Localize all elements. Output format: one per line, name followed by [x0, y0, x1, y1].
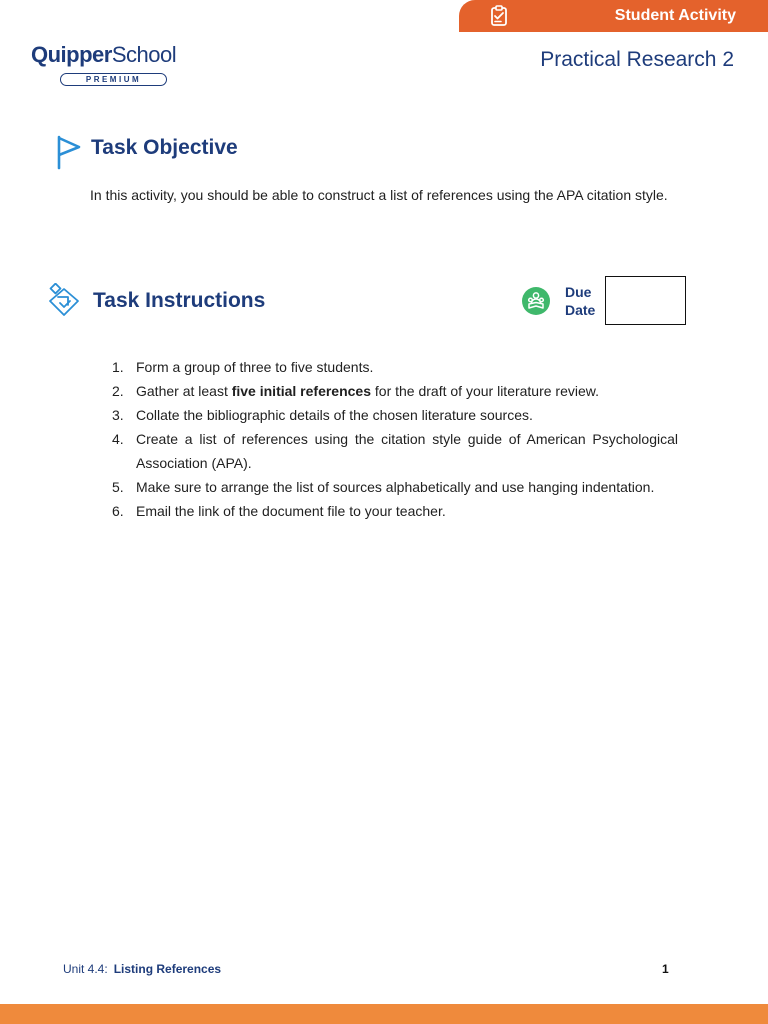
step-number: 4. — [112, 431, 124, 447]
list-item — [112, 355, 678, 379]
logo-brand-bold: Quipper — [31, 42, 112, 67]
step-text: Collate the bibliographic details of the chosen literature sources. — [136, 407, 533, 423]
footer-bar — [0, 1004, 768, 1024]
list-item — [112, 403, 678, 427]
group-reading-icon — [522, 287, 550, 315]
student-activity-label: Student Activity — [614, 7, 736, 24]
step-text: Create a list of references using the citation style guide of American Psychological Association (APA). — [136, 431, 678, 471]
flag-icon — [55, 134, 83, 170]
task-objective-text: In this activity, you should be able to construct a list of references using the APA citation style. — [90, 187, 668, 203]
list-item — [112, 475, 678, 499]
workflow-diagram-icon — [46, 283, 82, 319]
step-text: Gather at least — [136, 383, 232, 399]
step-text-continued: for the draft of your literature review. — [371, 383, 600, 399]
page-number: 1 — [662, 962, 669, 976]
logo-wordmark — [31, 42, 176, 68]
step-number: 5. — [112, 479, 124, 495]
task-objective-heading: Task Objective — [91, 136, 238, 159]
list-item — [112, 379, 678, 403]
task-instructions-heading: Task Instructions — [93, 289, 266, 312]
quipper-school-logo — [31, 42, 177, 88]
logo-brand-light: School — [111, 42, 177, 67]
step-number: 6. — [112, 503, 124, 519]
logo-premium-badge: PREMIUM — [60, 73, 167, 86]
footer-unit-title: Listing References — [113, 962, 222, 976]
subject-title: Practical Research 2 — [540, 48, 734, 71]
due-date-label: Due Date — [565, 284, 596, 318]
due-date-field[interactable] — [605, 276, 686, 325]
footer-unit — [63, 960, 221, 978]
clipboard-check-icon — [487, 4, 511, 28]
step-text: Email the link of the document file to your teacher. — [136, 503, 446, 519]
instruction-steps-list — [112, 355, 678, 523]
step-emphasis: five initial references — [231, 383, 372, 399]
step-number: 3. — [112, 407, 124, 423]
step-number: 2. — [112, 383, 124, 399]
step-text: Form a group of three to five students. — [136, 359, 374, 375]
step-text: Make sure to arrange the list of sources alphabetically and use hanging indentation. — [136, 479, 655, 495]
list-item — [112, 427, 678, 475]
student-activity-tab — [459, 0, 768, 32]
footer-unit-prefix: Unit 4.4: — [63, 962, 108, 976]
step-number: 1. — [112, 359, 124, 375]
list-item — [112, 499, 678, 523]
